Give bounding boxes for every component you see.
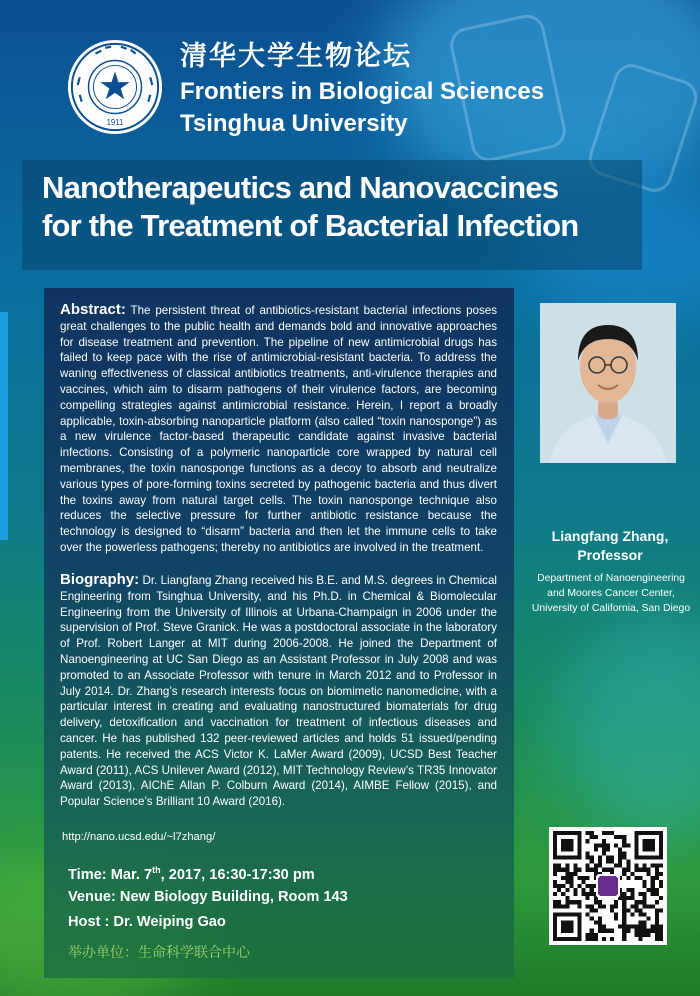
accent-bar [0, 312, 8, 540]
speaker-photo [540, 303, 676, 463]
talk-title-line1: Nanotherapeutics and Nanovaccines [42, 170, 559, 205]
event-venue: Venue: New Biology Building, Room 143 [68, 889, 348, 905]
event-time-label: Time: Mar. 7 [68, 866, 153, 883]
tsinghua-seal-logo [66, 38, 164, 136]
speaker-title: Professor [577, 547, 643, 563]
talk-title-line2: for the Treatment of Bacterial Infection [42, 208, 579, 243]
biography-text: Dr. Liangfang Zhang received his B.E. and M.S. degrees in Chemical Engineering from Tsinghua University, and his Ph.D. in Chemical & Biomolecular Engineering from the University of Illinois at Urbana-Champaign in 2006 under the supervision of Prof. Steve Granick. He was a postdoctoral associate in the laboratory of Prof. Robert Langer at MIT during 2006-2008. He joined the Department of Nanoengineering at UC San Diego as an Assistant Professor in July 2008 and was promoted to an Associate Professor with tenure in March 2012 and to Professor in July 2014. Dr. Zhang’s research interests focus on biomimetic nanomedicine, with a particular interest in creating and evaluating nanostructured biomaterials for drug delivery, detoxification and vaccination for treatment of infectious diseases and cancer. He has published 132 peer-reviewed articles and holds 51 issued/pending patents. He received the ACS Victor K. LaMer Award (2009), UCSD Best Teacher Award (2011), ACS Unilever Award (2012), MIT Technology Review’s TR35 Innovator Award (2013), AIChE Allan P. Colburn Award (2014), AIMBE Fellow (2015), and Popular Science’s Brilliant 10 Award (2016). [60, 574, 497, 809]
background-glow [560, 620, 700, 840]
biography-label: Biography: [60, 571, 140, 588]
biography-paragraph [60, 572, 497, 810]
forum-title-chinese: 清华大学生物论坛 [180, 41, 412, 71]
speaker-affiliation-line3: University of California, San Diego [531, 603, 691, 614]
university-name: Tsinghua University [180, 110, 408, 137]
abstract-label: Abstract: [60, 301, 126, 318]
abstract-text: The persistent threat of antibiotics-resistant bacterial infections poses great challenges to the public health and demands bold and innovative approaches for disease treatment and prevention. The pipeline of new antimicrobial drugs has failed to keep pace with the rise of antimicrobial-resistant bacteria. To address the waning effectiveness of classical antibiotics treatments, anti-virulence therapies and vaccines, which aim to disarm pathogens of their virulence factors, are becoming compelling strategies against antimicrobial resistance. Herein, I report a broadly applicable, toxin-absorbing nanoparticle platform (also called “toxin nanosponge”) as a new virulence factor-based therapeutic candidate against invasive bacterial infections. Consisting of a polymeric nanoparticle core wrapped by natural cell membranes, the toxin nanosponge functions as a decoy to absorb and neutralize various types of pore-forming toxins secreted by pathogenic bacteria and thus divert the toxins away from natural target cells. The toxin nanosponge technique also reduces the selective pressure for further antibiotic resistance because the technology is designed to “disarm” bacteria and then let the immune cells to take over the powerless pathogens; thereby no antibiotics are involved in the treatment. [60, 304, 498, 554]
event-time [68, 865, 315, 883]
speaker-affiliation-line2: and Moores Cancer Center, [547, 588, 675, 599]
event-host: Host : Dr. Weiping Gao [68, 914, 226, 930]
speaker-affiliation-line1: Department of Nanoengineering [537, 573, 685, 584]
event-time-suffix: th [152, 865, 161, 875]
speaker-name: Liangfang Zhang, [551, 528, 669, 544]
abstract-paragraph [60, 302, 497, 556]
event-time-rest: , 2017, 16:30-17:30 pm [160, 866, 315, 883]
seal-year: 1911 [106, 118, 124, 128]
forum-title-english: Frontiers in Biological Sciences [180, 78, 545, 105]
event-organizer: 举办单位：生命科学联合中心 [68, 944, 250, 960]
lab-url[interactable]: http://nano.ucsd.edu/~l7zhang/ [62, 831, 216, 843]
qr-code[interactable] [549, 827, 667, 945]
